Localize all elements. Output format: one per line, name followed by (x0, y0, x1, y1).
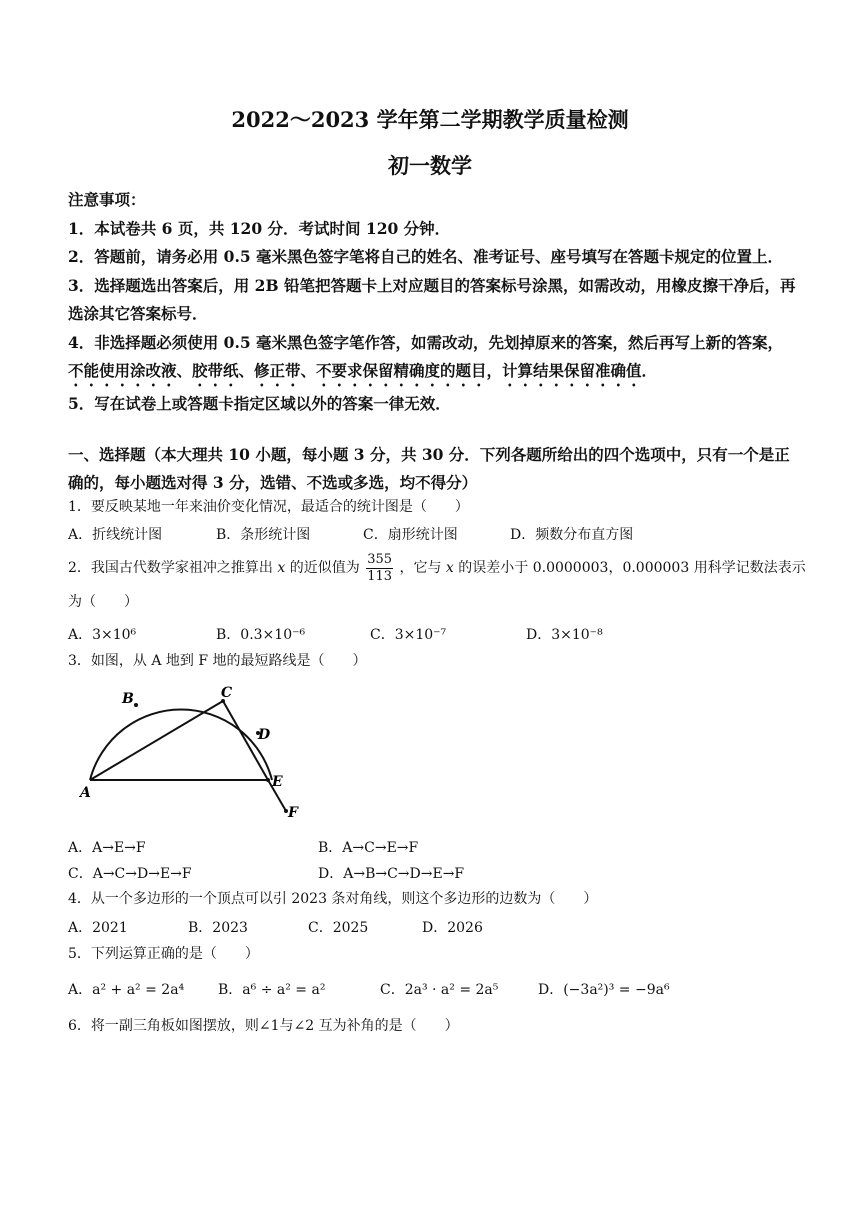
question-1-options (68, 524, 798, 546)
question-3-options-row-1 (68, 837, 798, 859)
q3-option-a: A．A→E→F (68, 840, 146, 856)
q3-option-b: B．A→C→E→F (318, 840, 419, 856)
q2-option-a: A．3×10⁶ (68, 627, 137, 643)
label-e: E (272, 774, 283, 790)
instruction-1: 1．本试卷共 6 页，共 120 分．考试时间 120 分钟． (68, 218, 451, 238)
q2-var-x: x (277, 560, 286, 576)
q4-option-b: B．2023 (188, 920, 248, 936)
instruction-4 (68, 329, 798, 391)
label-b: B (122, 691, 134, 707)
q2-var-x-2: x (445, 560, 454, 576)
q4-option-a: A．2021 (68, 920, 128, 936)
instruction-3: 3．选择题选出答案后，用 2B 铅笔把答题卡上对应题目的答案标号涂黑，如需改动，用橡皮擦干净后，再选涂其它答案标号． (68, 275, 796, 323)
q1-option-b: B．条形统计图 (216, 527, 311, 543)
q2-stem-part-d: 的误差小于 0.0000003，0.000003 用科学记数法表示为（ ） (68, 560, 806, 610)
question-4-stem: 4．从一个多边形的一个顶点可以引 2023 条对角线，则这个多边形的边数为（ ） (68, 891, 598, 907)
point-b (134, 703, 138, 707)
point-e (266, 778, 270, 782)
page-title: 2022～2023 学年第二学期教学质量检测 (231, 107, 629, 132)
q3-option-d: D．A→B→C→D→E→F (318, 866, 465, 882)
instruction-5: 5．写在试卷上或答题卡指定区域以外的答案一律无效． (68, 394, 451, 413)
instructions (68, 186, 798, 419)
q1-option-d: D．频数分布直方图 (510, 527, 634, 543)
q2-option-b: B．0.3×10⁻⁶ (216, 627, 306, 643)
q2-option-d: D．3×10⁻⁸ (526, 627, 603, 643)
q2-stem-part-a: 2．我国古代数学家祖冲之推算出 (68, 560, 273, 576)
q3-option-c: C．A→C→D→E→F (68, 866, 192, 882)
q4-option-c: C．2025 (308, 920, 369, 936)
q2-fraction (366, 552, 393, 585)
q2-option-c: C．3×10⁻⁷ (370, 627, 447, 643)
q3-figure (76, 683, 306, 823)
q5-option-b: B．a⁶ ÷ a² = a² (218, 982, 326, 998)
instruction-4-emphasis: 不能使用涂改液、胶带纸、修正带、不要求保留精确度的题目，计算结果保留准确值． (68, 361, 658, 380)
question-5-stem: 5．下列运算正确的是（ ） (68, 946, 259, 962)
q2-stem-part-c: ，它与 (399, 560, 442, 576)
semicircle-arc (90, 710, 272, 780)
label-a: A (80, 785, 91, 801)
q5-option-a: A．a² + a² = 2a⁴ (68, 982, 185, 998)
instruction-4-text: 4．非选择题必须使用 0.5 毫米黑色签字笔作答，如需改动，先划掉原来的答案，然后再写上新的答案， (68, 332, 784, 352)
question-1-stem: 1．要反映某地一年来油价变化情况，最适合的统计图是（ ） (68, 499, 469, 515)
page-subtitle: 初一数学 (388, 153, 472, 178)
question-3-stem: 3．如图，从 A 地到 F 地的最短路线是（ ） (68, 653, 367, 669)
label-c: C (221, 685, 233, 701)
instructions-heading: 注意事项： (68, 190, 146, 209)
q5-option-c: C．2a³ · a² = 2a⁵ (380, 982, 499, 998)
section-heading: 一、选择题（本大理共 10 小题，每小题 3 分，共 30 分．下列各题所给出的四个选项中，只有一个是正确的，每小题选对得 3 分，选错、不选或多选，均不得分） (68, 445, 790, 492)
q2-fraction-numerator: 355 (367, 551, 393, 567)
question-3-options-row-2 (68, 863, 798, 885)
q5-option-d: D．(−3a²)³ = −9a⁶ (538, 982, 670, 998)
question-2-options (68, 624, 798, 646)
question-6-stem: 6．将一副三角板如图摆放，则∠1与∠2 互为补角的是（ ） (68, 1018, 459, 1034)
q1-option-c: C．扇形统计图 (363, 527, 458, 543)
instruction-2: 2．答题前，请务必用 0.5 毫米黑色签字笔将自己的姓名、准考证号、座号填写在答题卡规定的位置上． (68, 247, 784, 266)
q2-fraction-denominator: 113 (367, 568, 393, 584)
label-d: D (258, 727, 271, 743)
question-5-options (68, 979, 808, 1001)
q4-option-d: D．2026 (422, 920, 483, 936)
q2-stem-part-b: 的近似值为 (289, 560, 360, 576)
q1-option-a: A．折线统计图 (68, 527, 163, 543)
question-4-options (68, 917, 798, 939)
label-f: F (288, 805, 298, 821)
question-2-stem (68, 551, 808, 619)
